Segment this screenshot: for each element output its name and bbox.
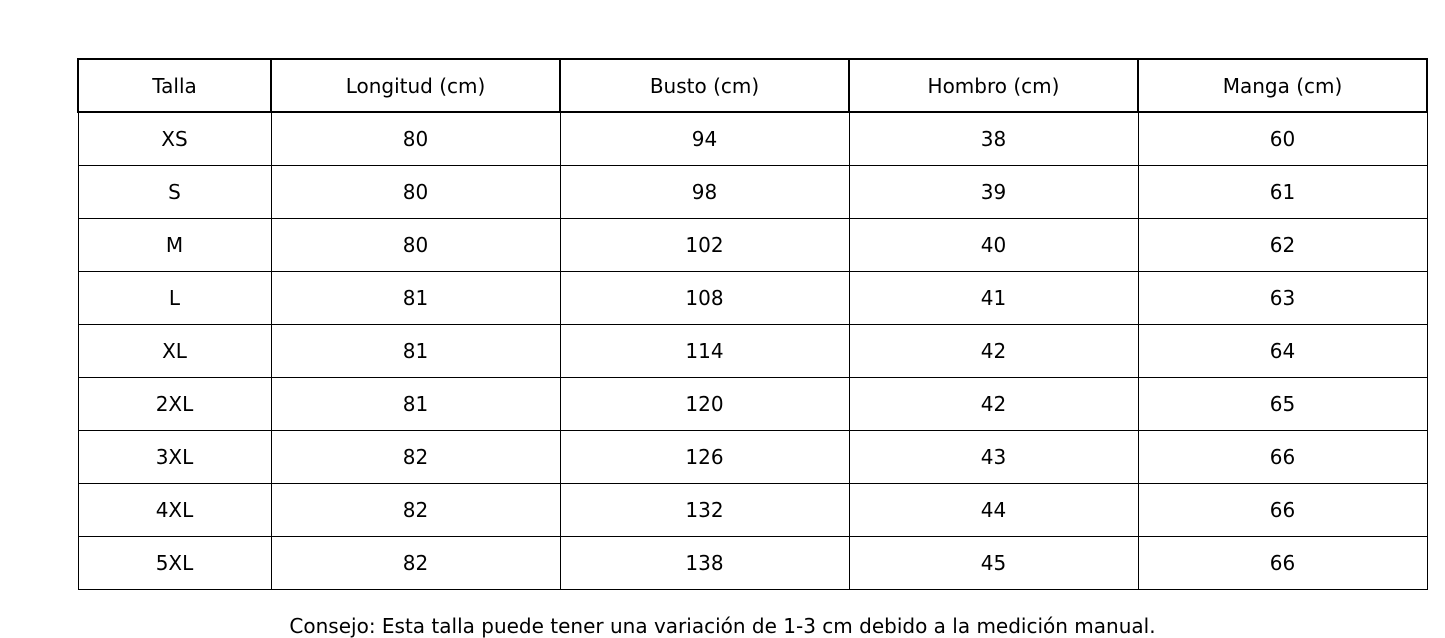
- cell-bust: 108: [560, 272, 849, 325]
- cell-shoulder: 44: [849, 484, 1138, 537]
- header-row: [78, 59, 1427, 112]
- cell-length: 82: [271, 484, 560, 537]
- measurement-note: Consejo: Esta talla puede tener una variación de 1-3 cm debido a la medición manual.: [289, 614, 1156, 638]
- cell-sleeve: 61: [1138, 166, 1427, 219]
- cell-sleeve: 62: [1138, 219, 1427, 272]
- cell-bust: 114: [560, 325, 849, 378]
- cell-sleeve: 65: [1138, 378, 1427, 431]
- cell-sleeve: 66: [1138, 537, 1427, 590]
- table-row: [78, 537, 1427, 590]
- cell-bust: 120: [560, 378, 849, 431]
- table-body: [78, 112, 1427, 590]
- cell-shoulder: 42: [849, 325, 1138, 378]
- cell-bust: 126: [560, 431, 849, 484]
- cell-sleeve: 60: [1138, 112, 1427, 166]
- cell-sleeve: 66: [1138, 431, 1427, 484]
- cell-bust: 94: [560, 112, 849, 166]
- cell-length: 80: [271, 166, 560, 219]
- cell-size: 2XL: [78, 378, 271, 431]
- cell-shoulder: 45: [849, 537, 1138, 590]
- cell-length: 80: [271, 112, 560, 166]
- table-row: [78, 325, 1427, 378]
- cell-size: L: [78, 272, 271, 325]
- cell-size: S: [78, 166, 271, 219]
- cell-bust: 102: [560, 219, 849, 272]
- cell-bust: 98: [560, 166, 849, 219]
- cell-size: XL: [78, 325, 271, 378]
- cell-size: 5XL: [78, 537, 271, 590]
- table-row: [78, 431, 1427, 484]
- header-cell-shoulder: Hombro (cm): [849, 59, 1138, 112]
- cell-bust: 138: [560, 537, 849, 590]
- table-row: [78, 272, 1427, 325]
- cell-length: 80: [271, 219, 560, 272]
- cell-shoulder: 38: [849, 112, 1138, 166]
- size-chart-table: [77, 58, 1428, 590]
- cell-shoulder: 43: [849, 431, 1138, 484]
- header-cell-length: Longitud (cm): [271, 59, 560, 112]
- header-cell-sleeve: Manga (cm): [1138, 59, 1427, 112]
- table-row: [78, 378, 1427, 431]
- cell-length: 82: [271, 431, 560, 484]
- cell-sleeve: 66: [1138, 484, 1427, 537]
- cell-size: 4XL: [78, 484, 271, 537]
- cell-length: 81: [271, 325, 560, 378]
- header-cell-bust: Busto (cm): [560, 59, 849, 112]
- cell-length: 81: [271, 378, 560, 431]
- cell-sleeve: 63: [1138, 272, 1427, 325]
- table-row: [78, 484, 1427, 537]
- header-cell-size: Talla: [78, 59, 271, 112]
- cell-bust: 132: [560, 484, 849, 537]
- cell-shoulder: 41: [849, 272, 1138, 325]
- cell-length: 82: [271, 537, 560, 590]
- table-row: [78, 112, 1427, 166]
- cell-length: 81: [271, 272, 560, 325]
- table-row: [78, 166, 1427, 219]
- cell-sleeve: 64: [1138, 325, 1427, 378]
- cell-size: XS: [78, 112, 271, 166]
- cell-size: 3XL: [78, 431, 271, 484]
- cell-size: M: [78, 219, 271, 272]
- cell-shoulder: 40: [849, 219, 1138, 272]
- cell-shoulder: 42: [849, 378, 1138, 431]
- cell-shoulder: 39: [849, 166, 1138, 219]
- table-row: [78, 219, 1427, 272]
